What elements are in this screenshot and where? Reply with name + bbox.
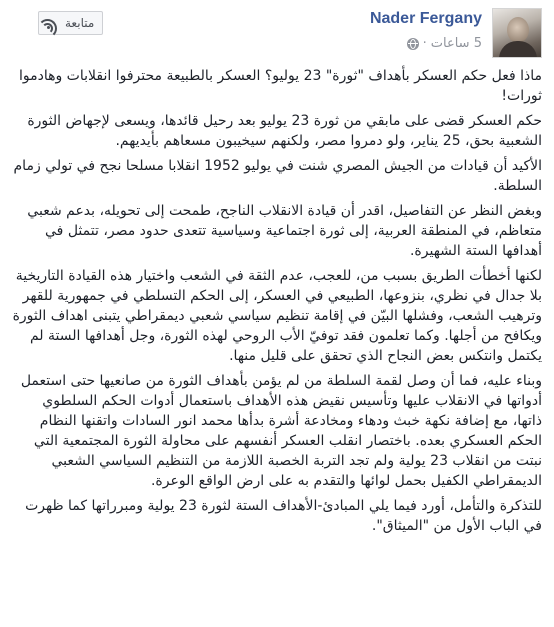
- post-paragraph: لكنها أخطأت الطريق بسبب من، للعجب، عدم الثقة في الشعب واختيار هذه القيادة التاريخية بلا جدال في نظري، بنزوعها، الطبيعي في العسكر، إلى الحكم التسلطي في جمهورية للقهر وترهيب الشعب، وفشلها البيّن في إقامة تنظيم سياسي شعبي ديمقراطي يتبنى اهداف الثورة ويكافح من أجلها. وكما تعلمون فقد توفيّ الأب الروحي لهذه الثورة، وجل أهدافها الستة لم يكتمل وانتكس بعض النجاح الذي تحقق على قليل منها.: [12, 268, 542, 364]
- post-paragraph: وبغض النظر عن التفاصيل، اقدر أن قيادة الانقلاب الناجح، طمحت إلى تحويله، بدعم شعبي متعاظم، في المنطقة العربية، إلى ثورة اجتماعية وسياسية تتعدى حدود مصر، تتمثل في أهدافها الستة الشهيرة.: [27, 203, 542, 259]
- avatar-body-shape: [499, 41, 537, 58]
- post-paragraph: للتذكرة والتأمل، أورد فيما يلي المبادئ-الأهداف الستة لثورة 23 يولية ومبرراتها كما ظهرت في الباب الأول من "الميثاق".: [25, 498, 542, 534]
- post-meta: [407, 36, 482, 51]
- rss-icon: [47, 17, 59, 29]
- post-text: [12, 66, 542, 536]
- post-paragraph: حكم العسكر قضى على مابقي من ثورة 23 يوليو بعد رحيل قائدها، ويسعى لإجهاض الثورة الشعبية بحق، 25 يناير، ولو دمروا مصر، ولكنهم سيخيبون مسعاهم بأيديهم.: [27, 113, 542, 149]
- meta-separator: ·: [422, 36, 427, 51]
- follow-button[interactable]: [38, 11, 103, 35]
- post-paragraph: ماذا فعل حكم العسكر بأهداف "ثورة" 23 يوليو؟ العسكر بالطبيعة محترفوا انقلابات وهادموا ثورات!: [18, 68, 542, 104]
- post-timestamp[interactable]: 5 ساعات: [430, 36, 482, 51]
- author-avatar[interactable]: [492, 8, 542, 58]
- post-paragraph: وبناء عليه، فما أن وصل لقمة السلطة من لم يؤمن بأهداف الثورة من صانعيها حتى استعمل أدواتها في الانقلاب عليها وتأسيس نقيض هذه الأهداف باستعمال أدوات الحكم السلطوي ذاتها، مع إضافة نكهة خبث ودهاء ومخادعة أشرة بدأها محمد انور السادات واتقنها النظام الحكم العسكري بعده. باختصار انقلب العسكر أنفسهم على محاولة الثورة المجتمعية التي نبتت من انقلاب 23 يولية ولم تجد التربة الخصبة اللازمة من التنظيم السياسي الشعبي الديمقراطي الكفيل بحمل لوائها والتقدم به على ارض الواقع الوعرة.: [20, 373, 542, 489]
- globe-icon: [407, 38, 419, 50]
- author-name-link[interactable]: Nader Fergany: [369, 10, 482, 27]
- post-paragraph: الأكيد أن قيادات من الجيش المصري شنت في يوليو 1952 انقلابا مسلحا نجح في تولي زمام السلطة.: [13, 158, 542, 194]
- avatar-head-shape: [507, 17, 529, 43]
- follow-button-label: متابعة: [65, 16, 95, 30]
- post-header: [0, 0, 554, 66]
